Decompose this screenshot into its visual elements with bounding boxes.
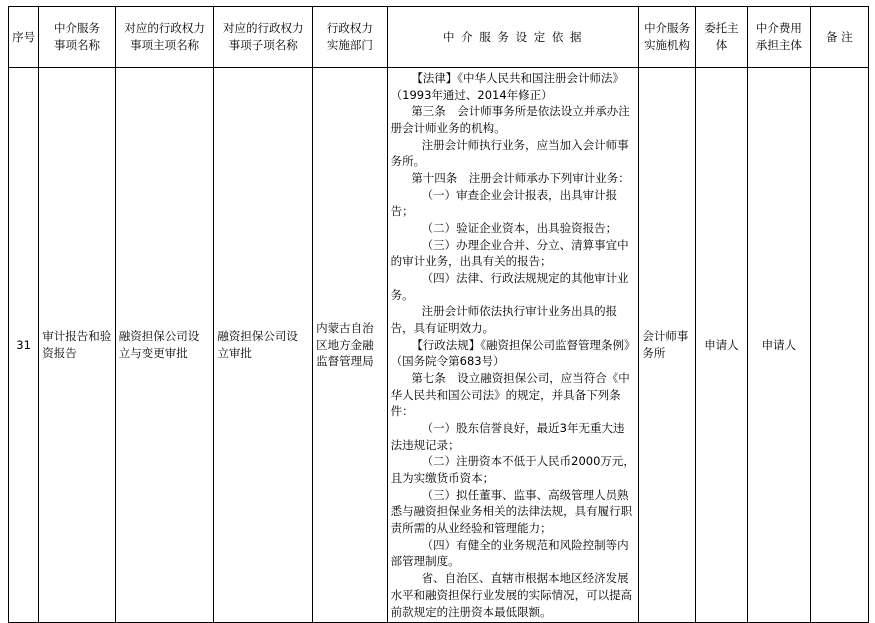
cell-fee: 申请人 [748, 68, 810, 623]
basis-paragraph: （四）有健全的业务规范和风险控制等内部管理制度。 [390, 537, 629, 569]
basis-paragraph: 第七条 设立融资担保公司，应当符合《中华人民共和国公司法》的规定，并具备下列条件： [390, 371, 630, 419]
basis-paragraph: （三）办理企业合并、分立、清算事宜中的审计业务，出具有关的报告； [390, 237, 629, 269]
column-header-fee-line1: 中介费用 [755, 21, 802, 36]
column-header-main-item-line1: 对应的行政权力 [124, 21, 205, 36]
intermediary-service-table [8, 6, 869, 623]
cell-basis [387, 68, 639, 623]
column-header-main-item [115, 7, 214, 68]
cell-main-item: 融资担保公司设立与变更审批 [115, 68, 214, 623]
column-header-dept-line1: 行政权力 [326, 21, 373, 36]
basis-paragraph: （一）审查企业会计报表，出具审计报告； [390, 187, 618, 219]
basis-paragraph: （二）验证企业资本，出具验资报告； [421, 221, 618, 236]
column-header-entrust [695, 7, 747, 68]
column-header-basis-label: 中 介 服 务 设 定 依 据 [442, 29, 584, 44]
column-header-dept [313, 7, 388, 68]
column-header-main-item-line2: 事项主项名称 [130, 38, 200, 52]
column-header-sub-item-line1: 对应的行政权力 [223, 21, 304, 36]
column-header-remark-label: 备 注 [825, 29, 853, 44]
column-header-item-name [39, 7, 116, 68]
column-header-sub-item-line2: 事项子项名称 [228, 38, 298, 52]
basis-paragraph: 第十四条 注册会计师承办下列审计业务： [411, 171, 630, 186]
basis-paragraph: 省、自治区、直辖市根据本地区经济发展水平和融资担保行业发展的实际情况，可以提高前款规定的注册资本最低限额。 [390, 571, 633, 619]
basis-paragraph: 【行政法规】《融资担保公司监督管理条例》（国务院令第683号） [390, 337, 630, 369]
column-header-sub-item [214, 7, 313, 68]
cell-item-name: 审计报告和验资报告 [39, 68, 116, 623]
column-header-basis [387, 7, 639, 68]
column-header-entrust-label: 委托主体 [704, 21, 739, 52]
cell-entrust: 申请人 [695, 68, 747, 623]
basis-paragraph: （一）股东信誉良好，最近3年无重大违法违规记录； [390, 421, 625, 452]
basis-paragraph: 注册会计师依法执行审计业务出具的报告，具有证明效力。 [390, 304, 618, 336]
cell-org: 会计师事务所 [639, 68, 695, 623]
column-header-seq-label: 序号 [12, 29, 36, 44]
basis-paragraph: 第三条 会计师事务所是依法设立并承办注册会计师业务的机构。 [390, 104, 630, 136]
basis-paragraph: （四）法律、行政法规规定的其他审计业务。 [390, 271, 629, 302]
column-header-fee [748, 7, 810, 68]
table-body [9, 68, 869, 623]
cell-remark [810, 68, 868, 623]
basis-paragraph: （二）注册资本不低于人民币2000万元，且为实缴货币资本； [390, 454, 635, 486]
column-header-fee-line2: 承担主体 [755, 38, 802, 52]
cell-dept: 内蒙古自治区地方金融监督管理局 [313, 68, 388, 623]
column-header-seq [9, 7, 39, 68]
cell-sub-item: 融资担保公司设立审批 [214, 68, 313, 623]
basis-paragraph: 注册会计师执行业务，应当加入会计师事务所。 [390, 137, 629, 169]
basis-paragraph: （1993年通过、2014年修正） [390, 87, 553, 102]
column-header-item-name-line2: 事项名称 [53, 38, 100, 52]
column-header-org [639, 7, 695, 68]
column-header-item-name-line1: 中介服务 [53, 21, 100, 36]
table-row [9, 68, 869, 623]
column-header-remark [810, 7, 868, 68]
column-header-org-line1: 中介服务 [644, 21, 691, 36]
table-header-row [9, 7, 869, 68]
table-header [9, 7, 869, 68]
basis-paragraph: 【法律】《中华人民共和国注册会计师法》 [411, 71, 625, 85]
column-header-dept-line2: 实施部门 [326, 38, 373, 52]
cell-seq: 31 [9, 68, 39, 623]
basis-paragraph: （三）拟任董事、监事、高级管理人员熟悉与融资担保业务相关的法律法规，具有履行职责所需的从业经验和管理能力； [390, 487, 633, 536]
column-header-org-line2: 实施机构 [644, 38, 691, 52]
